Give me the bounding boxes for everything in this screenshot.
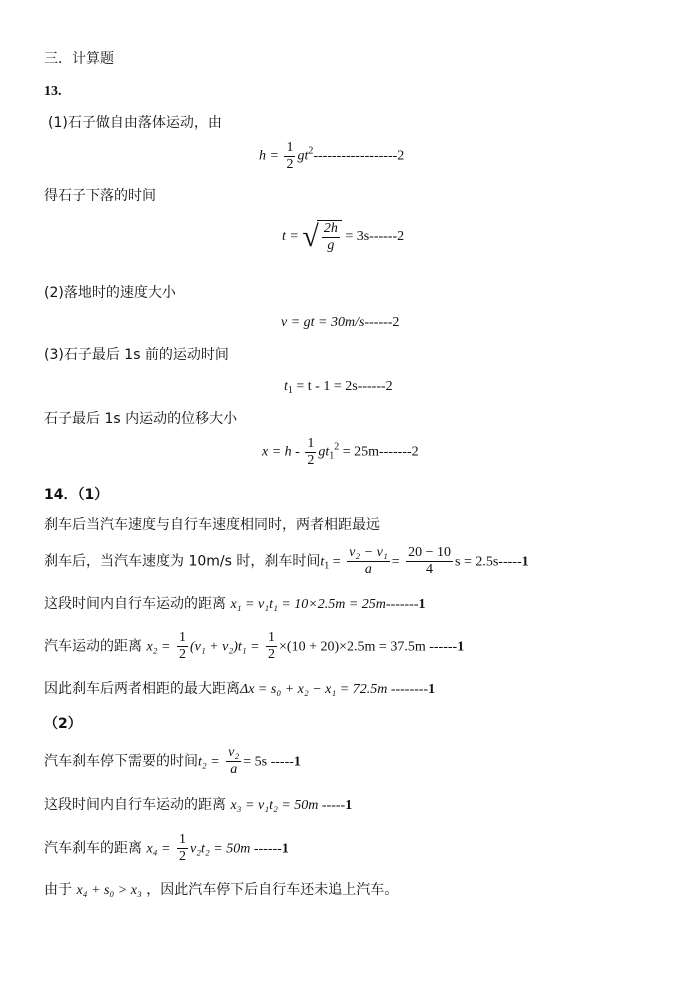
q13-number: 13. <box>44 84 62 99</box>
section-title: 三．计算题 <box>44 51 114 67</box>
q14-part2: （2） <box>44 716 82 732</box>
eq2-score: ------2 <box>369 229 405 245</box>
q13-eq5: x = h - $\frac{1}{2}$ $gt_1^2 = 25m-------2$ <box>262 436 419 468</box>
q13-p5: 石子最后 1s 内运动的位移大小 <box>44 411 238 427</box>
q14-p9: 由于 x₄ + s₀ > x₃ ，因此汽车停下后自行车还未追上汽车。 <box>44 882 399 898</box>
q14-p6: 汽车刹车停下需要的时间t₂ = $\frac{\text{v₂}}{a}$ = 5s -----1 <box>44 745 301 777</box>
q13-eq1: h = $\frac{1}{2}$ $gt^2------------------2$ <box>259 140 405 172</box>
q14-p2: 刹车后，当汽车速度为 10m/s 时，刹车时间$t_1$ = $\frac{\text{v₂ − v₁}}{a}$ = $\frac{20 - 10}{4}$ s = 2.5s-----1 <box>44 545 529 577</box>
q13-p1: (1)石子做自由落体运动，由 <box>48 115 222 131</box>
q14-number: 14．（1） <box>44 487 109 503</box>
q14-p8: 汽车刹车的距离 x₄ = $\frac{1}{2}$ v₂t₂ = 50m ------1 <box>44 832 289 864</box>
eq1-score: ------------------2 <box>313 148 405 164</box>
q13-eq3: v = gt = 30m/s------2 <box>281 315 400 330</box>
q14-p3: 这段时间内自行车运动的距离 x₁ = v₁t₁ = 10×2.5m = 25m-------1 <box>44 596 426 612</box>
q13-eq4: $t_1 = t - 1 = 2s------2$ <box>284 379 393 396</box>
eq1-lhs: h = <box>259 148 279 164</box>
q14-p4: 汽车运动的距离 x₂ = $\frac{1}{2}$ (v₁ + v₂)t₁ = $\frac{1}{2}$ ×(10 + 20)×2.5m = 37.5m ------1 <box>44 630 465 662</box>
q14-p7: 这段时间内自行车运动的距离 x₃ = v₁t₂ = 50m -----1 <box>44 797 353 813</box>
q13-p2: 得石子下落的时间 <box>44 188 156 204</box>
eq1-fraction: $\frac{1}{2}$ <box>286 140 294 172</box>
sqrt-symbol: √ $\frac{2h}{g}$ <box>302 220 341 254</box>
q14-p2-score: 1 <box>521 554 529 570</box>
q13-p3: (2)落地时的速度大小 <box>44 285 176 301</box>
q14-p5: 因此刹车后两者相距的最大距离Δx = s₀ + x₂ − x₁ = 72.5m --------1 <box>44 681 436 697</box>
q13-p4: (3)石子最后 1s 前的运动时间 <box>44 347 229 363</box>
q14-p1: 刹车后当汽车速度与自行车速度相同时，两者相距最远 <box>44 517 380 533</box>
q13-eq2: t = √ $\frac{2h}{g}$ = 3s------2 <box>282 220 405 253</box>
